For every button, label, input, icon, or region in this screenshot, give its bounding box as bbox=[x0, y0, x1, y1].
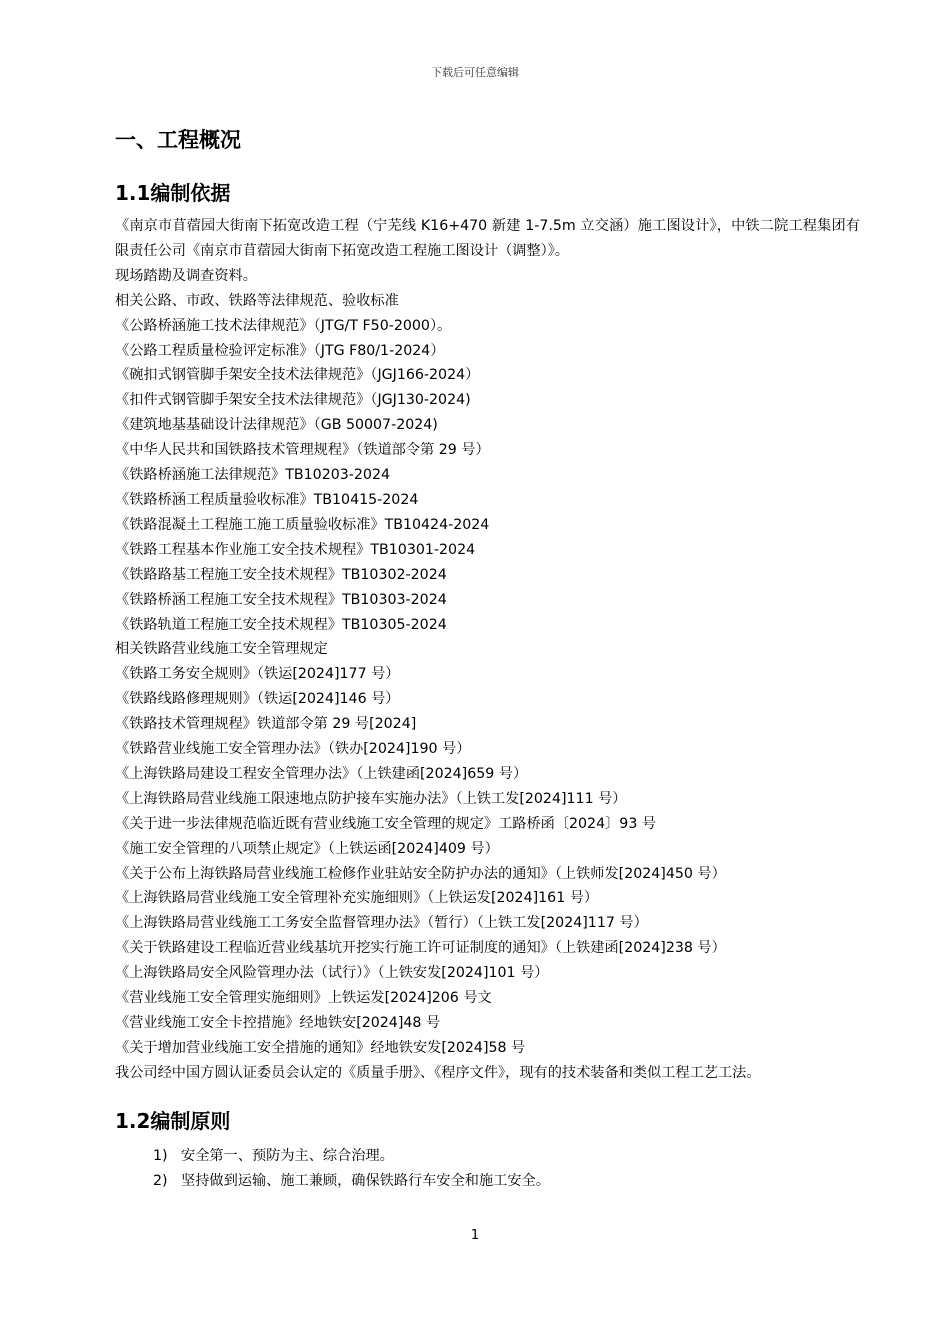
basis-line: 《中华人民共和国铁路技术管理规程》（铁道部令第 29 号） bbox=[115, 442, 490, 459]
basis-line: 《关于铁路建设工程临近营业线基坑开挖实行施工许可证制度的通知》（上铁建函[2024]238 号） bbox=[115, 940, 726, 957]
basis-line: 相关铁路营业线施工安全管理规定 bbox=[115, 641, 328, 658]
basis-line: 《建筑地基基础设计法律规范》（GB 50007-2024) bbox=[115, 417, 438, 434]
basis-line: 现场踏勘及调查资料。 bbox=[115, 267, 257, 284]
basis-line: 《铁路混凝土工程施工施工质量验收标准》TB10424-2024 bbox=[115, 516, 490, 533]
basis-paragraph: 《南京市苜蓿园大街南下拓宽改造工程（宁芜线 K16+470 新建 1-7.5m 立交涵）施工图设计》，中铁二院工程集团有限责任公司《南京市苜蓿园大街南下拓宽改造工程施工图设计（调整）》。 bbox=[115, 218, 860, 259]
basis-line: 《铁路工务安全规则》（铁运[2024]177 号） bbox=[115, 666, 400, 683]
basis-line: 《关于公布上海铁路局营业线施工检修作业驻站安全防护办法的通知》（上铁师发[2024]450 号） bbox=[115, 865, 726, 882]
basis-line: 《铁路线路修理规则》（铁运[2024]146 号） bbox=[115, 691, 400, 708]
section-heading-1-1: 1.1编制依据 bbox=[115, 181, 231, 205]
basis-line: 《公路工程质量检验评定标准》（JTG F80/1-2024） bbox=[115, 342, 445, 359]
basis-line: 《关于进一步法律规范临近既有营业线施工安全管理的规定》工路桥函〔2024〕93 号 bbox=[115, 815, 657, 832]
basis-line: 《上海铁路局营业线施工工务安全监督管理办法》（暂行）（上铁工发[2024]117 号） bbox=[115, 915, 648, 932]
principle-number: 2) bbox=[153, 1172, 168, 1189]
basis-line: 《营业线施工安全卡控措施》经地铁安[2024]48 号 bbox=[115, 1015, 441, 1031]
principle-number: 1) bbox=[153, 1147, 168, 1164]
basis-line: 相关公路、市政、铁路等法律规范、验收标准 bbox=[115, 292, 399, 309]
page-number: 1 bbox=[470, 1228, 480, 1243]
basis-line: 《铁路工程基本作业施工安全技术规程》TB10301-2024 bbox=[115, 541, 476, 558]
basis-line: 《上海铁路局安全风险管理办法（试行）》（上铁安发[2024]101 号） bbox=[115, 965, 549, 982]
basis-line: 《铁路技术管理规程》铁道部令第 29 号[2024] bbox=[115, 716, 417, 733]
principle-item bbox=[115, 1169, 860, 1194]
principle-text: 安全第一、预防为主、综合治理。 bbox=[181, 1147, 394, 1164]
basis-line: 《公路桥涵施工技术法律规范》（JTG/T F50-2000）。 bbox=[115, 317, 452, 334]
basis-line: 《上海铁路局建设工程安全管理办法》（上铁建函[2024]659 号） bbox=[115, 765, 528, 782]
basis-line: 《扣件式钢管脚手架安全技术法律规范》（JGJ130-2024) bbox=[115, 392, 471, 409]
basis-list bbox=[115, 264, 860, 1061]
document-body bbox=[115, 122, 860, 1194]
basis-line: 《铁路桥涵工程质量验收标准》TB10415-2024 bbox=[115, 491, 419, 508]
basis-line: 《施工安全管理的八项禁止规定》（上铁运函[2024]409 号） bbox=[115, 840, 499, 857]
basis-line: 《铁路桥涵工程施工安全技术规程》TB10303-2024 bbox=[115, 591, 447, 608]
basis-line: 《铁路营业线施工安全管理办法》（铁办[2024]190 号） bbox=[115, 741, 471, 758]
basis-line: 《铁路桥涵施工法律规范》TB10203-2024 bbox=[115, 467, 391, 484]
basis-line: 《营业线施工安全管理实施细则》上铁运发[2024]206 号文 bbox=[115, 990, 492, 1007]
principle-item bbox=[115, 1144, 860, 1169]
basis-line: 《铁路路基工程施工安全技术规程》TB10302-2024 bbox=[115, 566, 447, 583]
quality-paragraph: 我公司经中国方圆认证委员会认定的《质量手册》、《程序文件》，现有的技术装备和类似工程工艺工法。 bbox=[115, 1064, 761, 1081]
basis-line: 《关于增加营业线施工安全措施的通知》经地铁安发[2024]58 号 bbox=[115, 1039, 526, 1056]
basis-line: 《上海铁路局营业线施工限速地点防护接车实施办法》（上铁工发[2024]111 号） bbox=[115, 790, 627, 807]
principles-list bbox=[115, 1144, 860, 1194]
chapter-heading: 一、工程概况 bbox=[115, 128, 241, 152]
basis-line: 《碗扣式钢管脚手架安全技术法律规范》（JGJ166-2024） bbox=[115, 367, 480, 384]
basis-line: 《上海铁路局营业线施工安全管理补充实施细则》（上铁运发[2024]161 号） bbox=[115, 890, 599, 907]
section-heading-1-2: 1.2编制原则 bbox=[115, 1108, 231, 1133]
principle-text: 坚持做到运输、施工兼顾，确保铁路行车安全和施工安全。 bbox=[181, 1172, 550, 1189]
header-note: 下载后可任意编辑 bbox=[431, 66, 519, 79]
basis-line: 《铁路轨道工程施工安全技术规程》TB10305-2024 bbox=[115, 616, 447, 633]
